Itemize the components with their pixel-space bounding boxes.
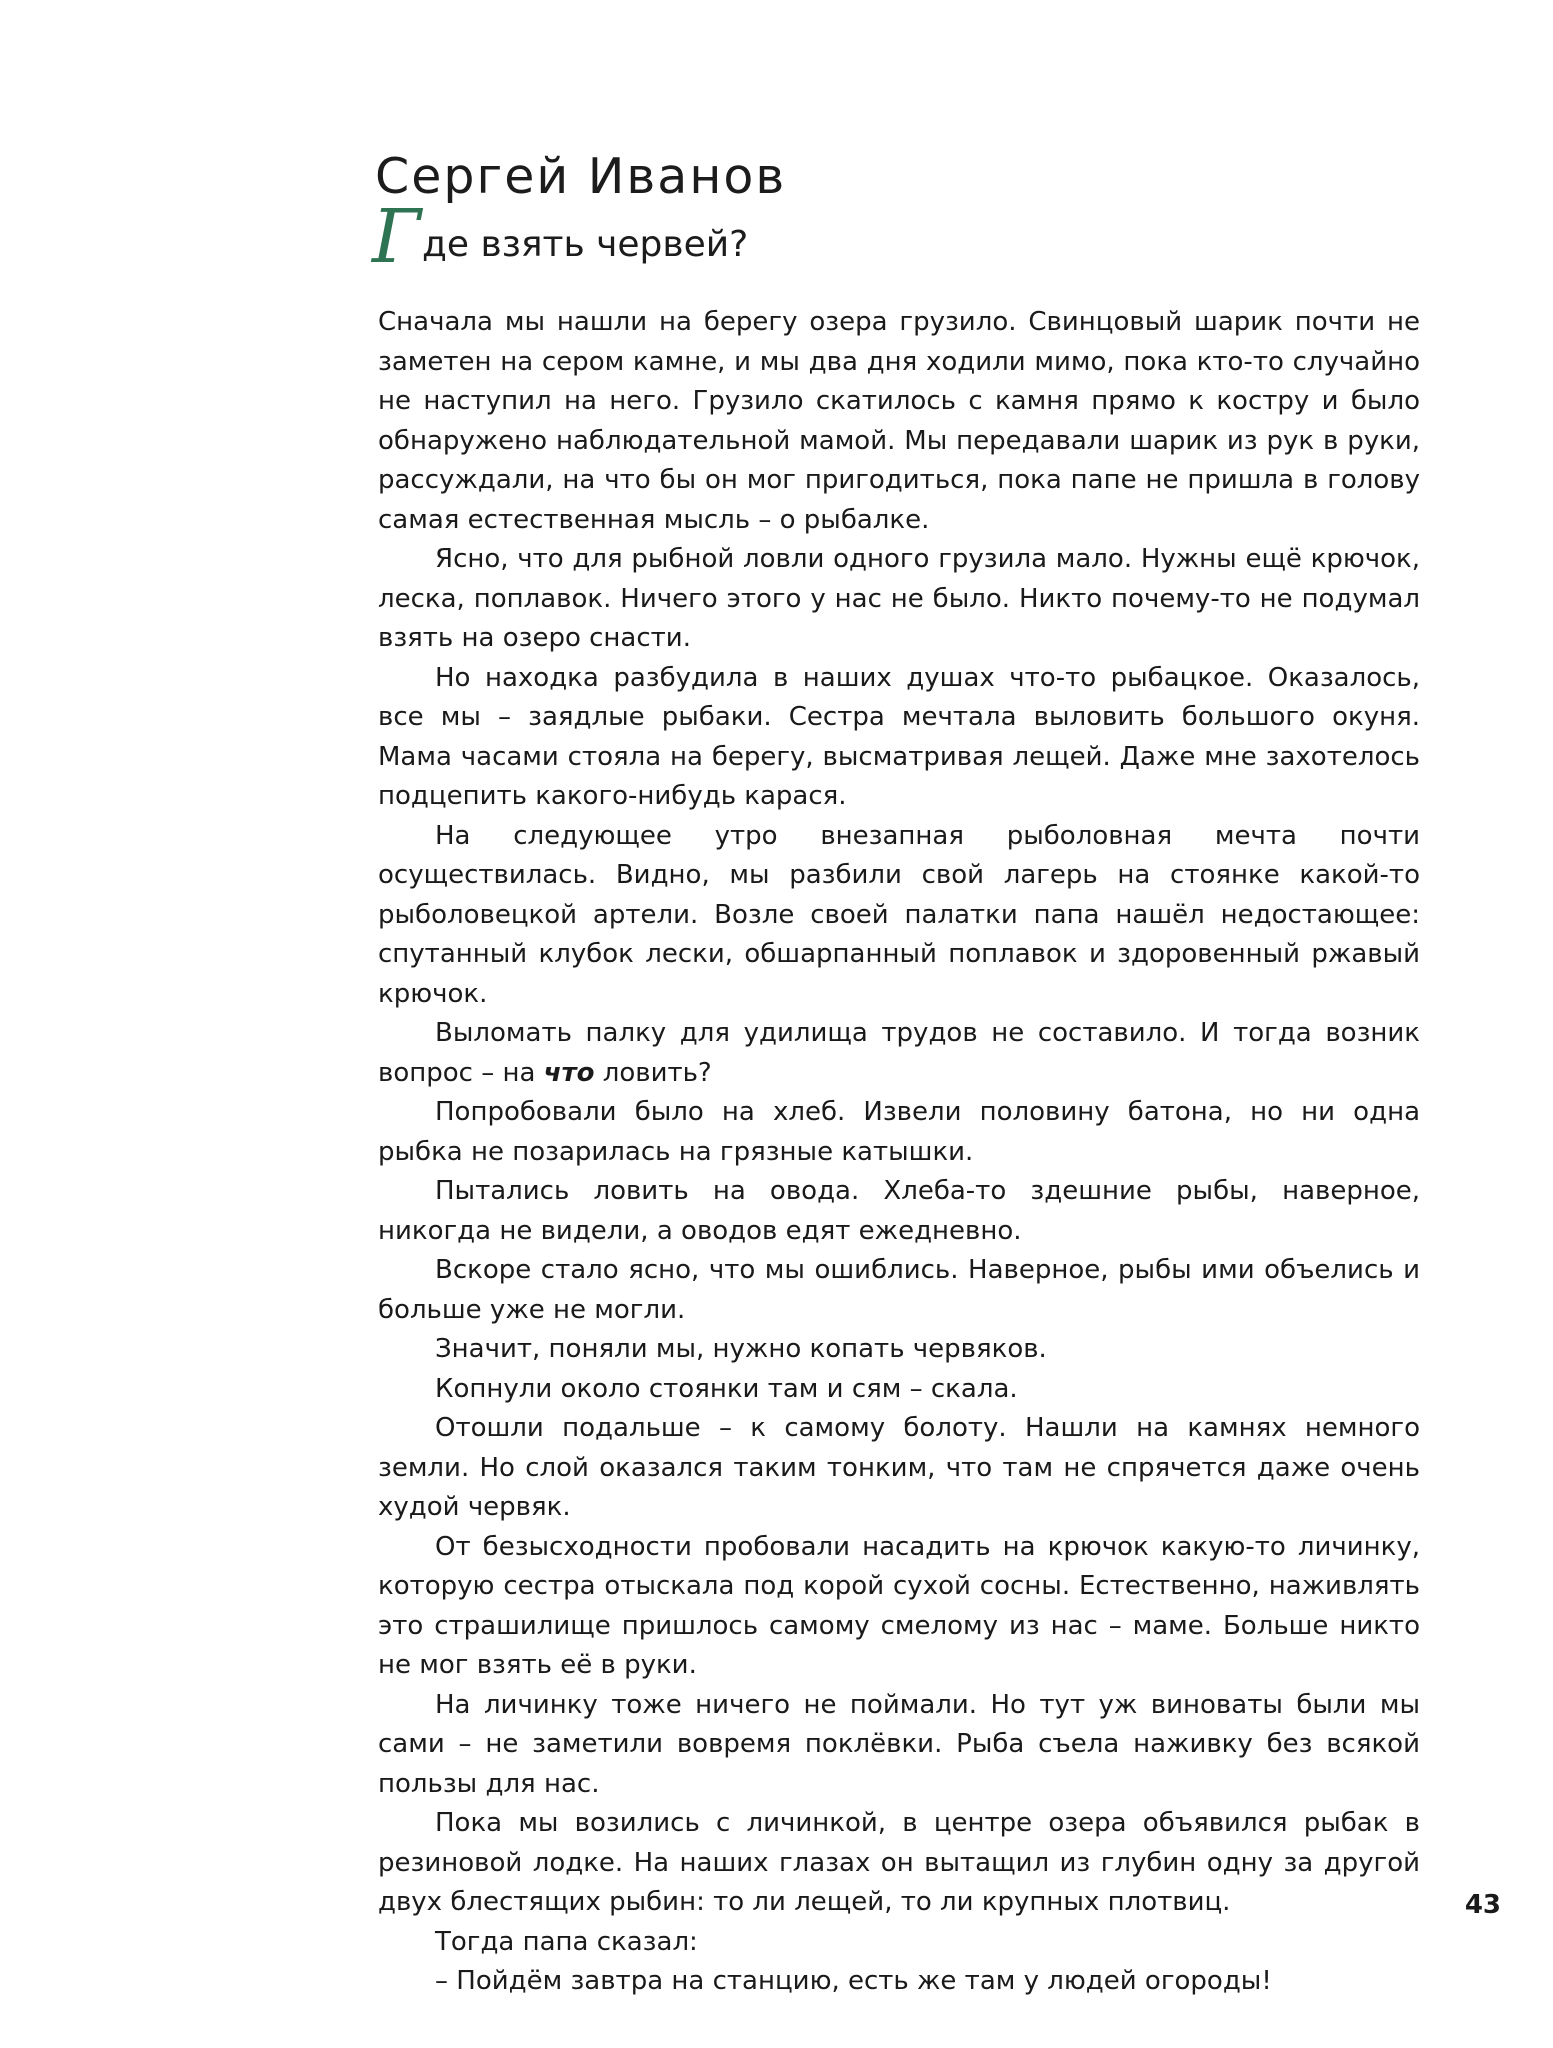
paragraph: На личинку тоже ничего не поймали. Но тут уж виноваты были мы сами – не заметили вовремя поклёвки. Рыба съела наживку без всякой пользы для нас. — [378, 1689, 1420, 1799]
paragraph: На следующее утро внезапная рыболовная мечта почти осуществилась. Видно, мы разбили свой лагерь на стоянке какой-то рыболовецкой артели. Возле своей палатки папа нашёл недостающее: спутанный клубок лески, обшарпанный поплавок и здоровенный ржавый крючок. — [378, 820, 1420, 1009]
story-title — [372, 194, 749, 280]
question-text-before: Выломать палку для удилища трудов не составило. И тогда возник вопрос – на — [378, 1018, 1420, 1088]
paragraph: Значит, поняли мы, нужно копать червяков. — [435, 1334, 1047, 1364]
paragraph: Сначала мы нашли на берегу озера грузило. Свинцовый шарик почти не заметен на сером камне, и мы два дня ходили мимо, пока кто-то случайно не наступил на него. Грузило скатилось с камня прямо к костру и было обнаружено наблюдательной мамой. Мы передавали шарик из рук в руки, рассуждали, на что бы он мог пригодиться, пока папе не пришла в голову самая естественная мысль – о рыбалке. — [378, 307, 1420, 535]
paragraph: Пока мы возились с личинкой, в центре озера объявился рыбак в резиновой лодке. На наших глазах он вытащил из глубин одну за другой двух блестящих рыбин: то ли лещей, то ли крупных плотвиц. — [378, 1808, 1420, 1917]
paragraph-question — [378, 1014, 1420, 1093]
question-text-after: ловить? — [594, 1057, 712, 1088]
author-name: Сергей Иванов — [375, 148, 787, 205]
paragraph: Копнули около стоянки там и сям – скала. — [435, 1373, 1018, 1404]
story-body — [378, 303, 1420, 2002]
paragraph: Вскоре стало ясно, что мы ошиблись. Наверное, рыбы ими объелись и больше уже не могли. — [378, 1255, 1420, 1325]
paragraph: – Пойдём завтра на станцию, есть же там у людей огороды! — [435, 1966, 1272, 1996]
title-rest: де взять червей? — [422, 224, 749, 265]
paragraph: Пытались ловить на овода. Хлеба-то здешние рыбы, наверное, никогда не видели, а оводов едят ежедневно. — [378, 1176, 1420, 1246]
paragraph: Ясно, что для рыбной ловли одного грузила мало. Нужны ещё крючок, леска, поплавок. Ничего этого у нас не было. Никто почему-то не подумал взять на озеро снасти. — [378, 544, 1420, 653]
paragraph: От безысходности пробовали насадить на крючок какую-то личинку, которую сестра отыскала под корой сухой сосны. Естественно, наживлять это страшилище пришлось самому смелому из нас – маме. Больше никто не мог взять её в руки. — [378, 1531, 1420, 1680]
paragraph: Попробовали было на хлеб. Извели половину батона, но ни одна рыбка не позарилась на грязные катышки. — [378, 1097, 1420, 1167]
question-emphasis: что — [543, 1057, 595, 1088]
paragraph: Но находка разбудила в наших душах что-то рыбацкое. Оказалось, все мы – заядлые рыбаки. Сестра мечтала выловить большого окуня. Мама часами стояла на берегу, высматривая лещей. Даже мне захотелось подцепить какого-нибудь карася. — [378, 662, 1420, 811]
title-drop-initial: Г — [372, 194, 421, 280]
paragraph: Тогда папа сказал: — [435, 1926, 698, 1957]
paragraph: Отошли подальше – к самому болоту. Нашли на камнях немного земли. Но слой оказался таким тонким, что там не спрячется даже очень худой червяк. — [378, 1413, 1420, 1522]
page-number: 43 — [1464, 1890, 1501, 1920]
